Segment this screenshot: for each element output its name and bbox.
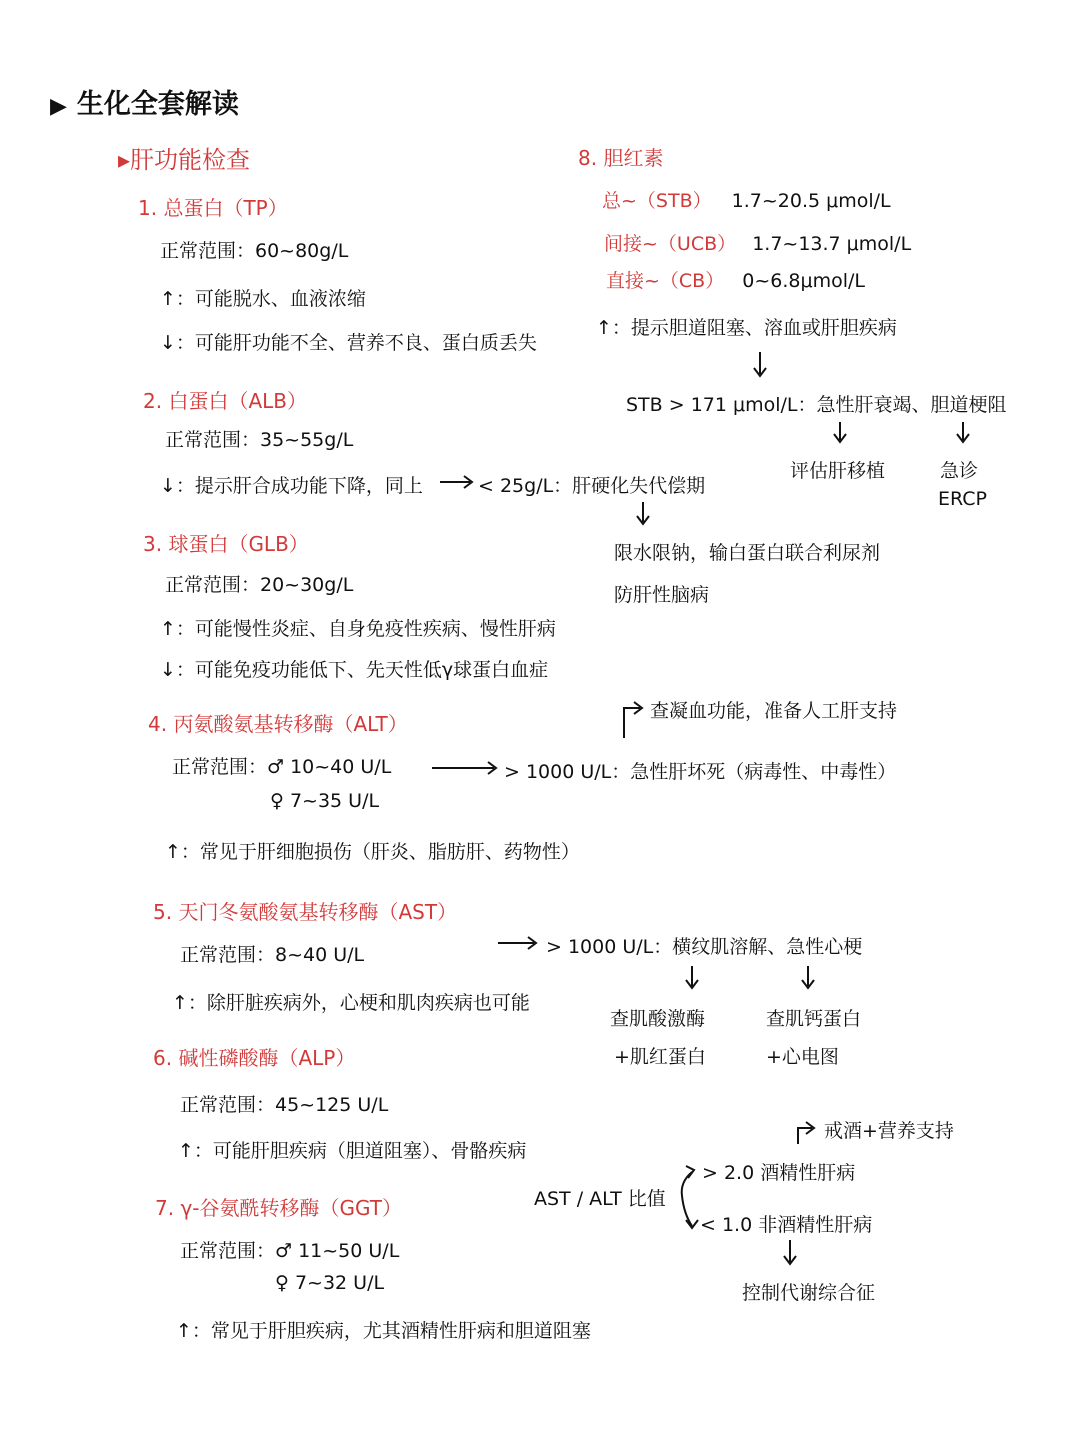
stb-threshold-note: STB > 171 μmol/L：急性肝衰竭、胆道梗阻 (626, 394, 1007, 416)
ggt-range-male: 正常范围：♂ 11~50 U/L (180, 1240, 400, 1262)
emergency-note: 急诊 (940, 460, 979, 482)
ast-sub-4: +心电图 (766, 1046, 839, 1068)
tp-title: 1. 总蛋白（TP） (138, 196, 288, 220)
alb-down: ↓：提示肝合成功能下降，同上 (160, 475, 423, 497)
alp-up: ↑：可能肝胆疾病（胆道阻塞）、骨骼疾病 (178, 1140, 527, 1162)
ast-sub-2: +肌红蛋白 (614, 1046, 706, 1068)
ast-sub-1: 查肌酸激酶 (610, 1008, 706, 1030)
stb-value: 1.7~20.5 μmol/L (731, 190, 891, 212)
ratio-high-sub: 戒酒+营养支持 (824, 1120, 954, 1142)
glb-down: ↓：可能免疫功能低下、先天性低γ球蛋白血症 (160, 659, 549, 681)
alb-sub-1: 限水限钠，输白蛋白联合利尿剂 (614, 542, 881, 564)
alb-sub-2: 防肝性脑病 (614, 584, 710, 606)
ggt-range-female: ♀ 7~32 U/L (275, 1272, 385, 1294)
bilirubin-up: ↑：提示胆道阻塞、溶血或肝胆疾病 (596, 317, 897, 339)
alt-title: 4. 丙氨酸氨基转移酶（ALT） (148, 712, 408, 736)
ratio-label: AST / ALT 比值 (534, 1188, 666, 1210)
page-title: ▶ 生化全套解读 (50, 89, 239, 120)
ratio-high: > 2.0 酒精性肝病 (702, 1162, 856, 1184)
play-triangle-icon: ▶ (50, 94, 67, 119)
ggt-up: ↑：常见于肝胆疾病，尤其酒精性肝病和胆道阻塞 (176, 1320, 591, 1342)
liver-function-heading: ▸肝功能检查 (118, 146, 251, 174)
ratio-low-sub: 控制代谢综合征 (742, 1282, 876, 1304)
bilirubin-title: 8. 胆红素 (578, 146, 664, 170)
tp-range: 正常范围：60~80g/L (160, 240, 349, 262)
stb-row (602, 186, 891, 213)
tp-up: ↑：可能脱水、血液浓缩 (160, 288, 366, 310)
ast-up: ↑：除肝脏疾病外，心梗和肌肉疾病也可能 (172, 992, 530, 1014)
ucb-label: 间接~（UCB） (604, 233, 737, 255)
ucb-row (604, 229, 911, 256)
ast-title: 5. 天门冬氨酸氨基转移酶（AST） (153, 900, 458, 924)
red-triangle-icon: ▸ (118, 146, 131, 174)
ast-range: 正常范围：8~40 U/L (180, 944, 365, 966)
ucb-value: 1.7~13.7 μmol/L (752, 233, 912, 255)
ratio-low: < 1.0 非酒精性肝病 (700, 1214, 873, 1236)
alp-range: 正常范围：45~125 U/L (180, 1094, 389, 1116)
ggt-title: 7. γ-谷氨酰转移酶（GGT） (155, 1196, 402, 1220)
tp-down: ↓：可能肝功能不全、营养不良、蛋白质丢失 (160, 332, 537, 354)
glb-title: 3. 球蛋白（GLB） (143, 532, 309, 556)
ercp-note: ERCP (938, 488, 987, 510)
alt-sub-1: 查凝血功能，准备人工肝支持 (650, 700, 898, 722)
ast-note: > 1000 U/L：横纹肌溶解、急性心梗 (546, 936, 863, 958)
cb-label: 直接~（CB） (606, 270, 725, 292)
stb-label: 总~（STB） (602, 190, 712, 212)
cb-value: 0~6.8μmol/L (742, 270, 865, 292)
glb-up: ↑：可能慢性炎症、自身免疫性疾病、慢性肝病 (160, 618, 556, 640)
alb-note: < 25g/L：肝硬化失代偿期 (478, 475, 706, 497)
liver-transplant-note: 评估肝移植 (790, 460, 886, 482)
alb-range: 正常范围：35~55g/L (165, 429, 354, 451)
glb-range: 正常范围：20~30g/L (165, 574, 354, 596)
ast-sub-3: 查肌钙蛋白 (766, 1008, 862, 1030)
alp-title: 6. 碱性磷酸酶（ALP） (153, 1046, 356, 1070)
alt-range-male: 正常范围：♂ 10~40 U/L (172, 756, 392, 778)
alt-range-female: ♀ 7~35 U/L (270, 790, 380, 812)
alt-note: > 1000 U/L：急性肝坏死（病毒性、中毒性） (504, 761, 897, 783)
alb-title: 2. 白蛋白（ALB） (143, 389, 307, 413)
alt-up: ↑：常见于肝细胞损伤（肝炎、脂肪肝、药物性） (165, 841, 580, 863)
cb-row (606, 266, 865, 293)
